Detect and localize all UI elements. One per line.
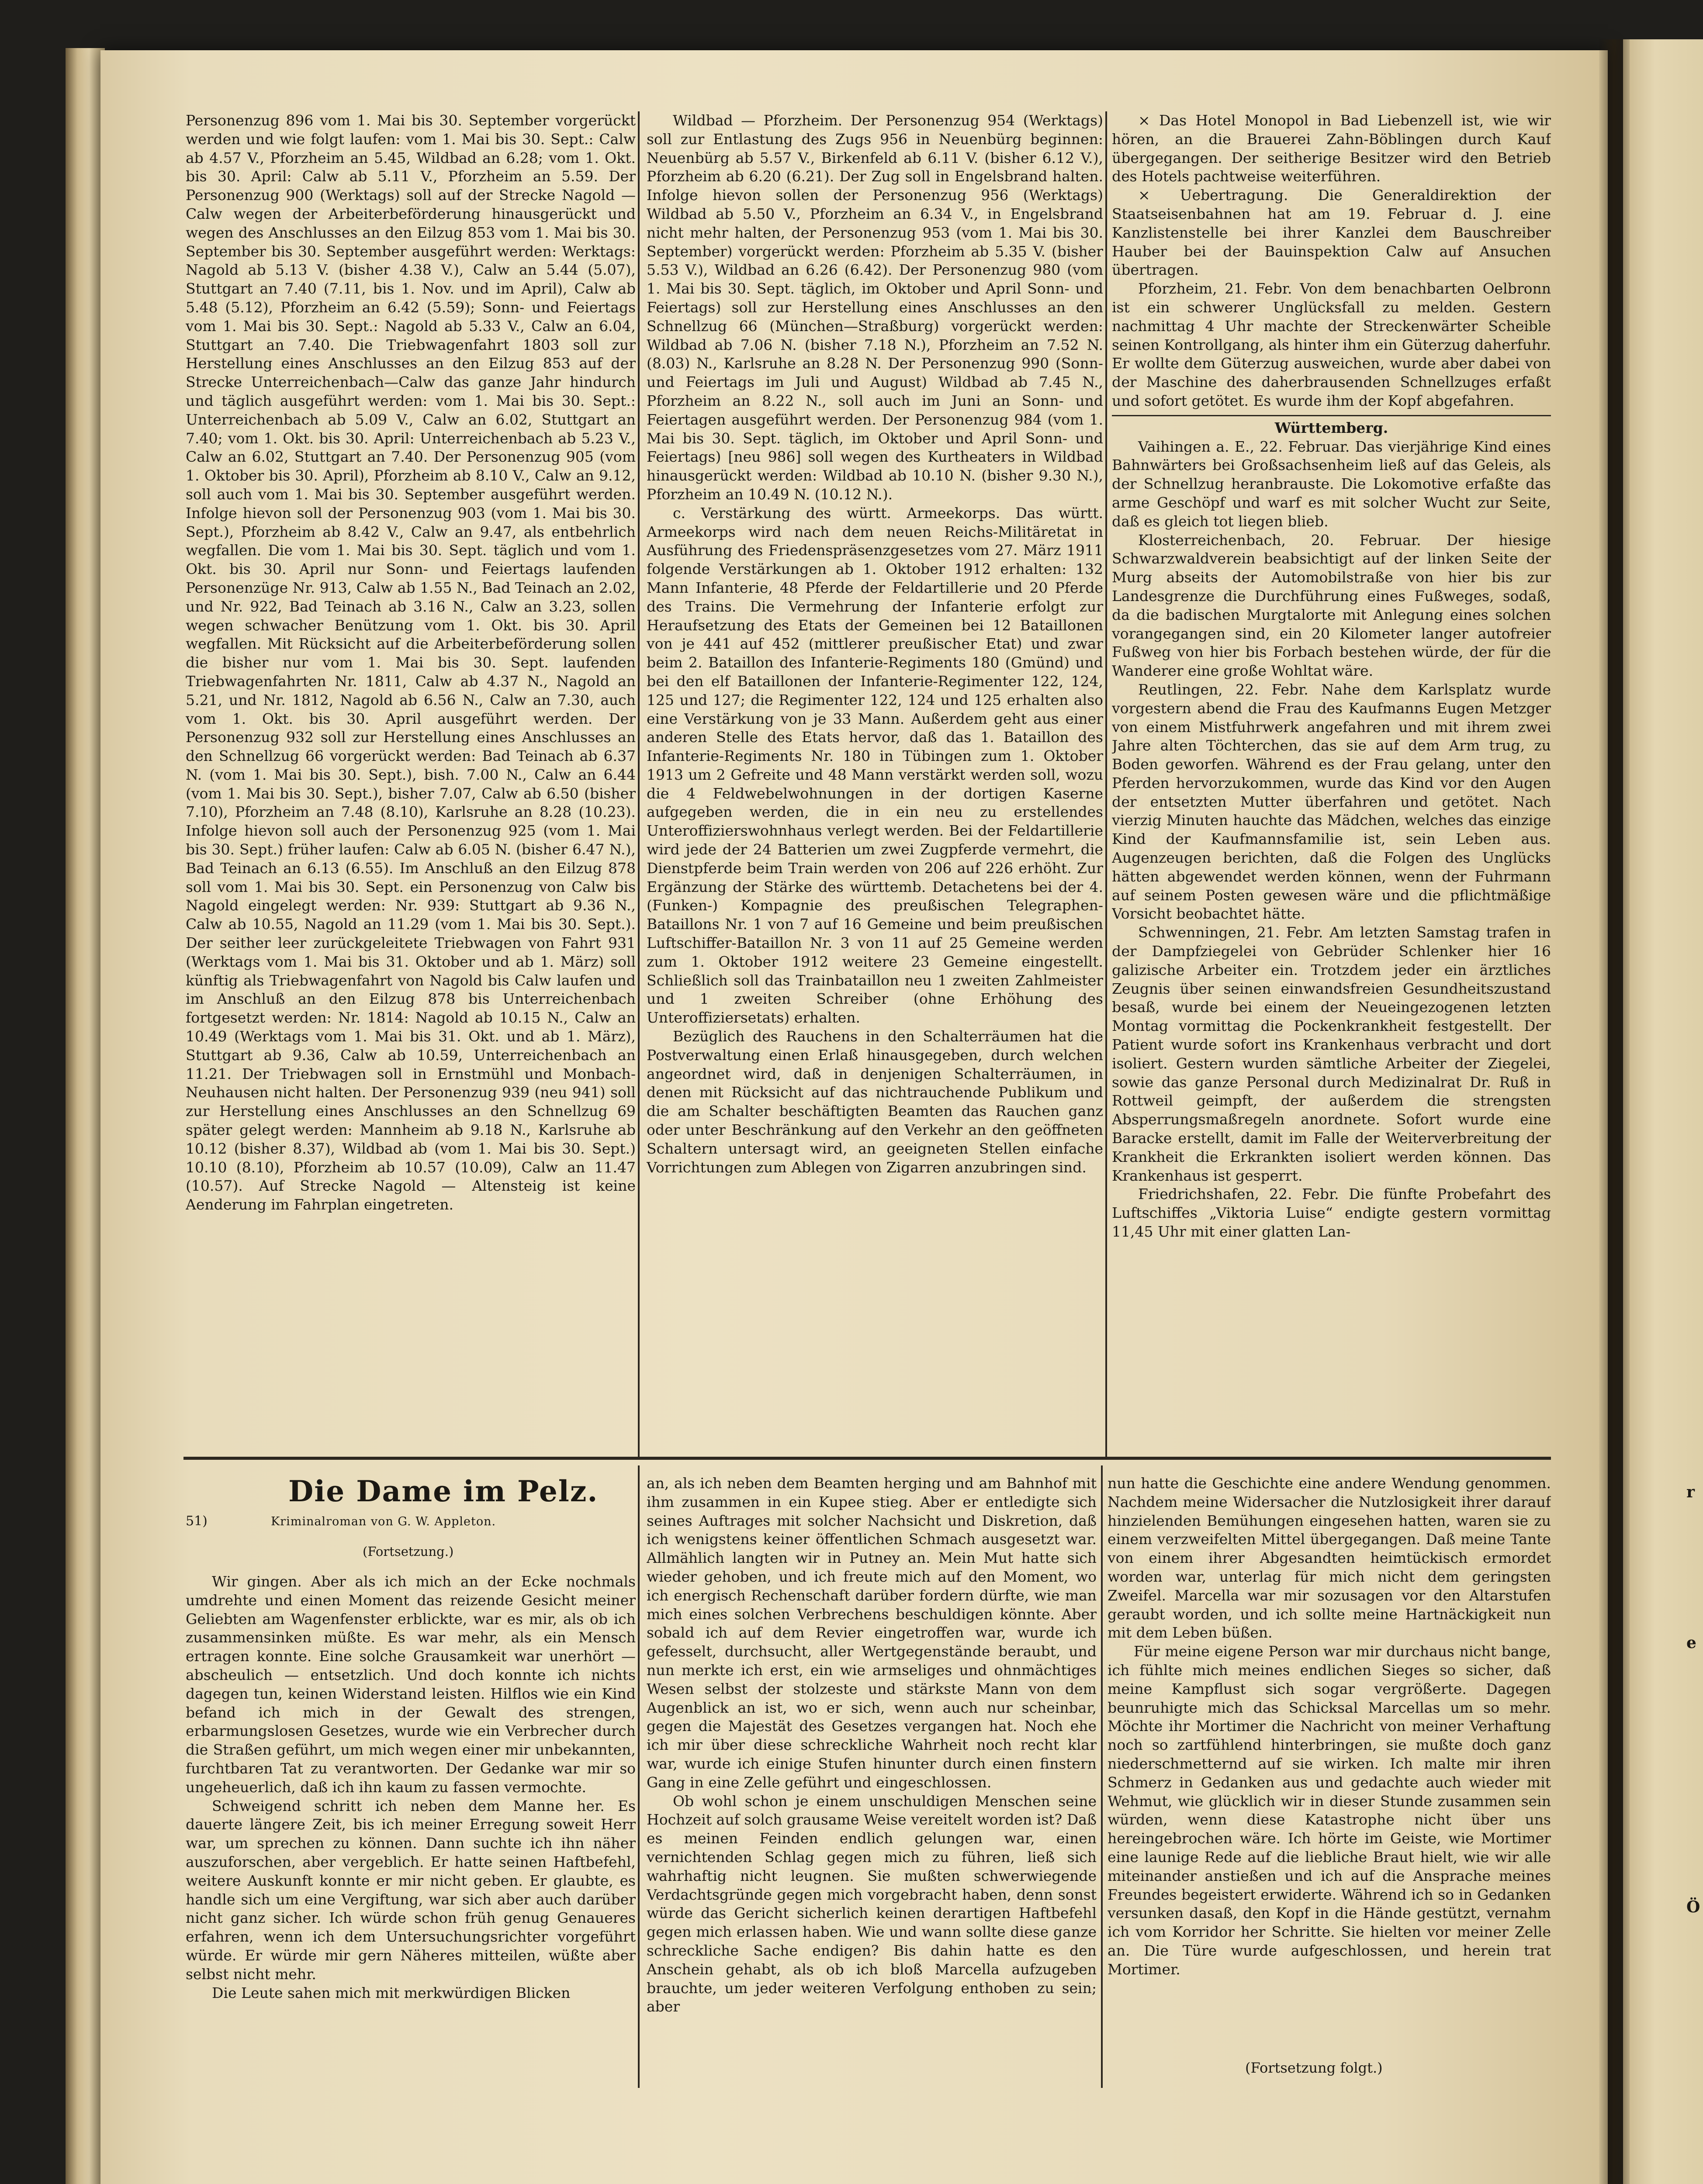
book-page-stack-edge xyxy=(66,48,105,2184)
novel-column-3 xyxy=(1108,1474,1551,2053)
friedrichshafen-paragraph: Friedrichshafen, 22. Febr. Die fünfte Probefahrt des Luftschiffes „Viktoria Luise“ endigte gestern vormittag 11,45 Uhr mit einer glatten Lan- xyxy=(1112,1185,1551,1241)
novel-title: Die Dame im Pelz. xyxy=(288,1474,599,1508)
timetable-paragraph: Personenzug 896 vom 1. Mai bis 30. September vorgerückt werden und wie folgt laufen: vom 1. Mai bis 30. Sept.: Calw ab 4.57 V., Pforzheim an 5.45, Wildbad an 6.28; vom 1. Okt. bis 30. April: Calw ab 5.11 V., Pforzheim an 5.59. Der Personenzug 900 (Werktags) soll auf der Strecke Nagold — Calw wegen der Arbeiterbeförderung hinausgerückt und wegen des Anschlusses an den Eilzug 853 vom 1. Mai bis 30. September bis 30. September ausgeführt werden: Werktags: Nagold ab 5.13 V. (bisher 4.38 V.), Calw an 5.44 (5.07), Stuttgart an 7.40 (7.11, bis 1. Nov. und im April), Calw ab 5.48 (5.12), Pforzheim an 6.42 (5.59); Sonn- und Feiertags vom 1. Mai bis 30. Sept.: Nagold ab 5.33 V., Calw an 6.04, Stuttgart an 7.40. Die Triebwagenfahrt 1803 soll zur Herstellung eines Anschlusses an den Eilzug 853 auf der Strecke Unterreichenbach—Calw das ganze Jahr hindurch und täglich ausgeführt werden: vom 1. Mai bis 30. Sept.: Unterreichenbach ab 5.09 V., Calw an 6.02, Stuttgart an 7.40; vom 1. Okt. bis 30. April: Unterreichenbach ab 5.23 V., Calw an 6.02, Stuttgart an 7.40. Der Personenzug 905 (vom 1. Oktober bis 30. April), Pforzheim ab 8.10 V., Calw an 9.12, soll auch vom 1. Mai bis 30. September ausgeführt werden. Infolge hievon soll der Personenzug 903 (vom 1. Mai bis 30. Sept.), Pforzheim ab 8.42 V., Calw an 9.47, als entbehrlich wegfallen. Die vom 1. Mai bis 30. Sept. täglich und vom 1. Okt. bis 30. April nur Sonn- und Feiertags laufenden Personenzüge Nr. 913, Calw ab 1.55 N., Bad Teinach an 2.02, und Nr. 922, Bad Teinach ab 3.16 N., Calw an 3.23, sollen wegen schwacher Benützung vom 1. Okt. bis 30. April wegfallen. Mit Rücksicht auf die Arbeiterbeförderung sollen die bisher nur vom 1. Mai bis 30. Sept. laufenden Triebwagenfahrten Nr. 1811, Calw ab 4.37 N., Nagold an 5.21, und Nr. 1812, Nagold ab 6.56 N., Calw an 7.30, auch vom 1. Okt. bis 30. April ausgeführt werden. Der Personenzug 932 soll zur Herstellung eines Anschlusses an den Schnellzug 66 vorgerückt werden: Bad Teinach ab 6.37 N. (vom 1. Mai bis 30. Sept.), bish. 7.00 N., Calw an 6.44 (vom 1. Mai bis 30. Sept.), bisher 7.07, Calw ab 6.50 (bisher 7.10), Pforzheim an 7.48 (8.10), Karlsruhe an 8.28 (10.23). Infolge hievon soll auch der Personenzug 925 (vom 1. Mai bis 30. Sept.) früher laufen: Calw ab 6.05 N. (bisher 6.47 N.), Bad Teinach an 6.13 (6.55). Im Anschluß an den Eilzug 878 soll vom 1. Mai bis 30. Sept. ein Personenzug von Calw bis Nagold eingelegt werden: Nr. 939: Stuttgart ab 9.36 N., Calw ab 10.55, Nagold an 11.29 (vom 1. Mai bis 30. Sept.). Der seither leer zurückgeleitete Triebwagen von Fahrt 931 (Werktags vom 1. Mai bis 31. Oktober und ab 1. März) soll künftig als Triebwagenfahrt von Nagold bis Calw laufen und im Anschluß an den Eilzug 878 bis Unterreichenbach fortgesetzt werden: Nr. 1814: Nagold ab 10.15 N., Calw an 10.49 (Werktags vom 1. Mai bis 31. Okt. und ab 1. März), Stuttgart ab 9.36, Calw ab 10.59, Unterreichenbach an 11.21. Der Triebwagen soll in Ernstmühl und Monbach-Neuhausen nicht halten. Der Personenzug 939 (neu 941) soll zur Herstellung eines Anschlusses an den Schnellzug 69 später gelegt werden: Mannheim ab 9.18 N., Karlsruhe ab 10.12 (bisher 8.37), Wildbad ab (vom 1. Mai bis 30. Sept.) 10.10 (8.10), Pforzheim ab 10.57 (10.09), Calw an 11.47 (10.57). Auf Strecke Nagold — Altensteig ist keine Aenderung im Fahrplan eingetreten. xyxy=(186,112,636,1213)
novel-column-divider-1 xyxy=(638,1465,640,2088)
book-gutter-shadow xyxy=(1599,39,1630,2184)
novel-paragraph: Ob wohl schon je einem unschuldigen Menschen seine Hochzeit auf solch grausame Weise vereitelt worden ist? Daß es meinen Feinden endlich gelungen war, einen vernichtenden Schlag gegen mich zu führen, ließ sich wahrhaftig nicht leugnen. Sie mußten schwerwiegende Verdachtsgründe gegen mich vorgebracht haben, denn sonst würde das Gericht sicherlich keinen derartigen Haftbefehl gegen mich erlassen haben. Wie und wann sollte diese ganze schreckliche Sache endigen? Bis dahin hatte es den Anschein gehabt, als ob ich bloß Marcella aufzugeben brauchte, um jeder weiteren Verfolgung enthoben zu sein; aber xyxy=(647,1792,1097,2015)
section-divider-horizontal xyxy=(183,1457,1551,1460)
column-3-news xyxy=(1112,111,1551,1455)
novel-column-divider-2 xyxy=(1101,1465,1103,2088)
novel-installment-number: 51) xyxy=(186,1514,208,1529)
rauchen-paragraph: Bezüglich des Rauchens in den Schalterräumen hat die Postverwaltung einen Erlaß hinausgegeben, durch welchen angeordnet wird, daß in denjenigen Schalterräumen, in denen mit Rücksicht auf das nichtrauchende Publikum und die am Schalter beschäftigten Beamten das Rauchen ganz oder unter Beschränkung auf den Verkehr an den geöffneten Schaltern untersagt wird, an geeigneten Stellen einfache Vorrichtungen zum Ablegen von Zigarren anzubringen sind. xyxy=(647,1028,1103,1176)
next-page-fragment: e xyxy=(1686,1634,1696,1652)
novel-paragraph: nun hatte die Geschichte eine andere Wendung genommen. Nachdem meine Widersacher die Nutzlosigkeit ihrer darauf hinzielenden Bemühungen eingesehen hatten, waren sie zu einem verzweifelten Mittel übergegangen. Daß meine Tante von einem ihrer Abgesandten heimtückisch ermordet worden war, unterlag für mich nicht dem geringsten Zweifel. Marcella war mir sozusagen vor den Altarstufen geraubt worden, und ich sollte meine Hartnäckigkeit nun mit dem Leben büßen. xyxy=(1108,1475,1551,1641)
klosterreichenbach-paragraph: Klosterreichenbach, 20. Februar. Der hiesige Schwarzwaldverein beabsichtigt auf der linken Seite der Murg abseits der Automobilstraße von hier bis zur Landesgrenze die Durchführung eines Fußweges, sodaß, da die badischen Murgtalorte mit Anlegung eines solchen vorangegangen sind, ein 20 Kilometer langer autofreier Fußweg von hier bis Forbach bestehen würde, der für die Wanderer eine große Wohltat wäre. xyxy=(1112,531,1551,680)
novel-paragraph: Für meine eigene Person war mir durchaus nicht bange, ich fühlte mich meines endlichen Sieges so sicher, daß meine Kampflust sich sogar vergrößerte. Dagegen beunruhigte mich das Schicksal Marcellas um so mehr. Möchte ihr Mortimer die Nachricht von meiner Verhaftung noch so zartfühlend hinterbringen, sie mußte doch ganz niederschmetternd auf sie wirken. Ich malte mir ihren Schmerz in Gedanken aus und gedachte auch wieder mit Wehmut, wie glücklich wir in dieser Stunde zusammen sein würden, wenn diese Katastrophe nicht über uns hereingebrochen wäre. Ich hörte im Geiste, wie Mortimer eine launige Rede auf die liebliche Braut hielt, wie wir alle miteinander anstießen und ich auf die Ansprache meines Freundes begeistert erwiderte. Während ich so in Gedanken versunken dasaß, den Kopf in die Hände gestützt, vernahm ich vom Korridor her Schritte. Sie hielten vor meiner Zelle an. Die Türe wurde aufgeschlossen, und herein trat Mortimer. xyxy=(1108,1643,1551,1978)
novel-paragraph: Wir gingen. Aber als ich mich an der Ecke nochmals umdrehte und einen Moment das reizende Gesicht meiner Geliebten am Wagenfenster erblickte, war es mir, als ob ich zusammensinken müßte. Es war mehr, als ein Mensch ertragen konnte. Eine solche Grausamkeit war unerhört — abscheulich — entsetzlich. Und doch konnte ich nichts dagegen tun, keinen Widerstand leisten. Hilflos wie ein Kind befand ich mich in der Gewalt des strengen, erbarmungslosen Gesetzes, wurde wie ein Verbrecher durch die Straßen geführt, um mich wegen einer mir unbekannten, furchtbaren Tat zu verantworten. Der Gedanke war mir so ungeheuerlich, daß ich ihn kaum zu fassen vermochte. xyxy=(186,1573,636,1796)
novel-column-2 xyxy=(647,1474,1097,2090)
column-2-news xyxy=(647,111,1103,1455)
column-divider-1 xyxy=(638,111,640,1457)
next-page-fragment: r xyxy=(1686,1483,1695,1501)
pforzheim-paragraph: Pforzheim, 21. Febr. Von dem benachbarten Oelbronn ist ein schwerer Unglücksfall zu melden. Gestern nachmittag 4 Uhr machte der Streckenwärter Scheible seinen Kontrollgang, als hinter ihm ein Güterzug daherfuhr. Er wollte dem Güterzug ausweichen, wurde aber dabei von der Maschine des daherbrausenden Schnellzuges erfaßt und sofort getötet. Es wurde ihm der Kopf abgefahren. xyxy=(1112,280,1551,409)
section-rule xyxy=(1112,415,1551,416)
novel-paragraph: Schweigend schritt ich neben dem Manne her. Es dauerte längere Zeit, bis ich meiner Erregung soweit Herr war, um sprechen zu können. Dann suchte ich ihn näher auszuforschen, aber vergeblich. Er hatte seinen Haftbefehl, weitere Auskunft konnte er mir nicht geben. Er glaubte, es handle sich um eine Vergiftung, war sich aber auch darüber nicht ganz sicher. Ich würde schon früh genug Genaueres erfahren, wenn ich dem Untersuchungsrichter vorgeführt würde. Er würde mir gern Näheres mitteilen, wüßte aber selbst nicht mehr. xyxy=(186,1797,636,1983)
next-page-fragment: Ö xyxy=(1686,1898,1700,1916)
column-1-timetable xyxy=(186,111,636,1455)
reutlingen-paragraph: Reutlingen, 22. Febr. Nahe dem Karlsplatz wurde vorgestern abend die Frau des Kaufmanns Eugen Metzger von einem Mistfuhrwerk angefahren und mit ihrem zwei Jahre alten Töchterchen, das sie auf dem Arm trug, zu Boden geworfen. Während es der Frau gelang, unter den Pferden hervorzukommen, wurde das Kind vor den Augen der entsetzten Mutter überfahren und getötet. Nach vierzig Minuten hauchte das Mädchen, welches das einzige Kind der Kaufmannsfamilie ist, sein Leben aus. Augenzeugen berichten, daß die Folgen des Unglücks hätten abgewendet werden können, wenn der Fuhrmann auf seinem Posten gewesen wäre und die pflichtmäßige Vorsicht beobachtet hätte. xyxy=(1112,681,1551,923)
hotel-monopol-paragraph: × Das Hotel Monopol in Bad Liebenzell ist, wie wir hören, an die Brauerei Zahn-Böblingen durch Kauf übergegangen. Der seitherige Besitzer wird den Betrieb des Hotels pachtweise weiterführen. xyxy=(1112,112,1551,185)
novel-to-be-continued: (Fortsetzung folgt.) xyxy=(1245,2060,1383,2076)
wildbad-pforzheim-paragraph: Wildbad — Pforzheim. Der Personenzug 954 (Werktags) soll zur Entlastung des Zugs 956 in Neuenbürg beginnen: Neuenbürg ab 5.57 V., Birkenfeld ab 6.11 V. (bisher 6.12 V.), Pforzheim ab 6.20 (6.21). Der Zug soll in Engelsbrand halten. Infolge hievon sollen der Personenzug 956 (Werktags) Wildbad ab 5.50 V., Pforzheim an 6.34 V., in Engelsbrand nicht mehr halten, der Personenzug 953 (vom 1. Mai bis 30. September) vorgerückt werden: Pforzheim ab 5.35 V. (bisher 5.53 V.), Wildbad an 6.26 (6.42). Der Personenzug 980 (vom 1. Mai bis 30. Sept. täglich, im Oktober und April Sonn- und Feiertags) soll zur Herstellung eines Anschlusses an den Schnellzug 66 (München—Straßburg) vorgerückt werden: Wildbad ab 7.06 N. (bisher 7.18 N.), Pforzheim an 7.52 N. (8.03) N., Karlsruhe an 8.28 N. Der Personenzug 990 (Sonn- und Feiertags im Juli und August) Wildbad ab 7.45 N., Pforzheim an 8.22 N., soll auch im Juni an Sonn- und Feiertagen ausgeführt werden. Der Personenzug 984 (vom 1. Mai bis 30. Sept. täglich, im Oktober und April Sonn- und Feiertags) [neu 986] soll wegen des Kurtheaters in Wildbad hinausgerückt werden: Wildbad ab 10.10 N. (bisher 9.30 N.), Pforzheim an 10.49 N. (10.12 N.). xyxy=(647,112,1103,503)
uebertragung-paragraph: × Uebertragung. Die Generaldirektion der Staatseisenbahnen hat am 19. Februar d. J. eine Kanzlistenstelle bei ihrer Kanzlei dem Bauschreiber Hauber bei der Bauinspektion Calw auf Ansuchen übertragen. xyxy=(1112,187,1551,279)
column-divider-2 xyxy=(1105,111,1107,1457)
novel-column-1 xyxy=(186,1572,636,2090)
vaihingen-paragraph: Vaihingen a. E., 22. Februar. Das vierjährige Kind eines Bahnwärters bei Großsachsenheim ließ auf das Geleis, als der Schnellzug heranbrauste. Die Lokomotive erfaßte das arme Geschöpf und warf es mit solcher Wucht zur Seite, daß es gleich tot liegen blieb. xyxy=(1112,438,1551,530)
armeekorps-paragraph: c. Verstärkung des württ. Armeekorps. Das württ. Armeekorps wird nach dem neuen Reichs-Militäretat in Ausführung des Friedenspräsenzgesetzes vom 27. März 1911 folgende Verstärkungen ab 1. Oktober 1912 erhalten: 132 Mann Infanterie, 48 Pferde der Feldartillerie und 20 Pferde des Trains. Die Vermehrung der Infanterie erfolgt zur Heraufsetzung des Etats der Gemeinen bei 12 Bataillonen von je 441 auf 452 (mittlerer preußischer Etat) und zwar beim 2. Bataillon des Infanterie-Regiments 180 (Gmünd) und bei den elf Bataillonen der Infanterie-Regimenter 122, 124, 125 und 127; die Regimenter 122, 124 und 125 erhalten also eine Verstärkung von je 33 Mann. Außerdem geht aus einer anderen Stelle des Etats hervor, daß das 1. Bataillon des Infanterie-Regiments Nr. 180 in Tübingen zum 1. Oktober 1913 um 2 Gefreite und 48 Mann verstärkt werden soll, wozu die 4 Feldwebelwohnungen in der dortigen Kaserne aufgegeben werden, die in ein neu zu erstellendes Unteroffizierswohnhaus verlegt werden. Bei der Feldartillerie wird jede der 24 Batterien um zwei Zugpferde vermehrt, die Dienstpferde beim Train werden von 206 auf 226 erhöht. Zur Ergänzung der Stärke des württemb. Detachetens bei der 4. (Funken-) Kompagnie des preußischen Telegraphen-Bataillons Nr. 1 von 7 auf 16 Gemeine und beim preußischen Luftschiffer-Bataillon Nr. 3 von 11 auf 25 Gemeine werden zum 1. Oktober 1912 weitere 23 Gemeine eingestellt. Schließlich soll das Trainbataillon neu 1 zweiten Zahlmeister und 1 zweiten Schreiber (ohne Erhöhung des Unteroffiziersetats) erhalten. xyxy=(647,504,1103,1026)
novel-paragraph: an, als ich neben dem Beamten herging und am Bahnhof mit ihm zusammen in ein Kupee stieg. Aber er entledigte sich seines Auftrages mit solcher Nachsicht und Diskretion, daß ich wenigstens keiner öffentlichen Schmach ausgesetzt war. Allmählich langten wir in Putney an. Mein Mut hatte sich wieder gehoben, und ich freute mich auf den Moment, wo ich energisch Rechenschaft darüber fordern dürfte, wie man mich eines solchen Verbrechens beschuldigen könnte. Aber sobald ich auf dem Revier eingetroffen war, wurde ich gefesselt, durchsucht, aller Wertgegenstände beraubt, und nun merkte ich erst, ein wie armseliges und ohnmächtiges Wesen selbst der stolzeste und stärkste Mann von dem Augenblick an ist, wo er sich, wenn auch nur scheinbar, gegen die Majestät des Gesetzes vergangen hat. Noch ehe ich mir über diese schreckliche Wahrheit noch recht klar war, wurde ich einige Stufen hinunter durch einen finstern Gang in eine Zelle geführt und eingeschlossen. xyxy=(647,1475,1097,1791)
adjacent-page-edge xyxy=(1623,39,1703,2184)
novel-paragraph: Die Leute sahen mich mit merkwürdigen Blicken xyxy=(212,1984,571,2001)
section-heading-wuerttemberg: Württemberg. xyxy=(1274,419,1388,436)
novel-subtitle: Kriminalroman von G. W. Appleton. xyxy=(271,1515,496,1528)
novel-continued-note: (Fortsetzung.) xyxy=(363,1544,454,1559)
schwenningen-paragraph: Schwenningen, 21. Febr. Am letzten Samstag trafen in der Dampfziegelei von Gebrüder Schlenker hier 16 galizische Arbeiter ein. Trotzdem jeder ein ärztliches Zeugnis über seinen einwandsfreien Gesundheitszustand besaß, wurde bei einem der Neueingezogenen letzten Montag vormittag die Pockenkrankheit festgestellt. Der Patient wurde sofort ins Krankenhaus verbracht und dort isoliert. Gestern wurden sämtliche Arbeiter der Ziegelei, sowie das ganze Personal durch Medizinalrat Dr. Ruß in Rottweil geimpft, der außerdem die strengsten Absperrungsmaßregeln anordnete. Sofort wurde eine Baracke erstellt, damit im Falle der Weiterverbreitung der Krankheit die Erkrankten isoliert werden können. Das Krankenhaus ist gesperrt. xyxy=(1112,924,1551,1184)
